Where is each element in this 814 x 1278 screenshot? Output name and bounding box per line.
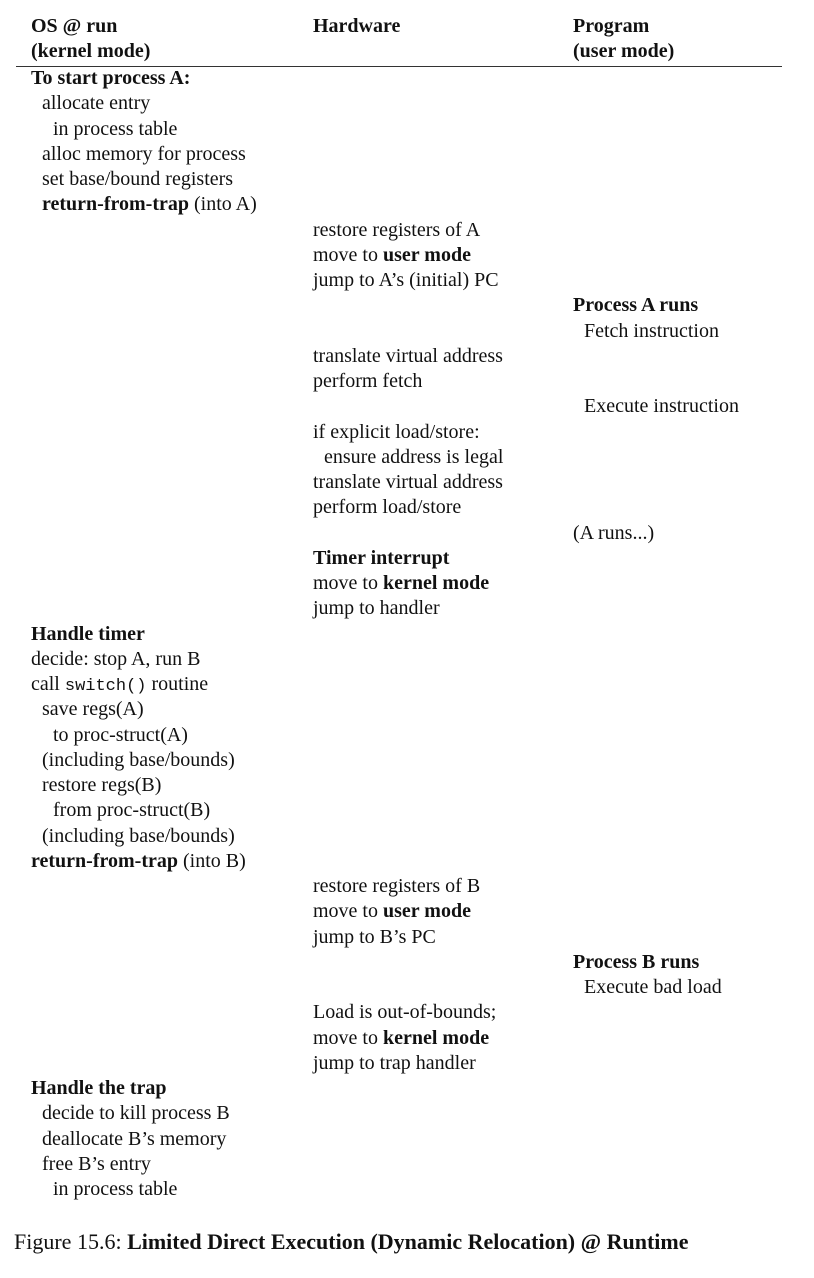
hw-line [313,1026,489,1051]
text: (including base/bounds) [42,824,235,847]
hw-line [313,596,440,621]
hw-line [313,899,471,924]
text: routine [146,673,209,695]
bold-text: Timer interrupt [313,546,450,569]
text: translate virtual address [313,471,503,493]
text: move to [313,1026,383,1049]
figure-caption-label: Figure 15.6: [14,1229,128,1254]
os-line [31,647,200,672]
text: to proc-struct(A) [53,723,188,746]
text: alloc memory for process [42,142,246,165]
text: jump to handler [313,597,440,620]
text: in process table [53,1178,178,1200]
text: move to [313,900,383,923]
hw-line [313,546,449,571]
hw-line [313,369,422,394]
text: Fetch instruction [584,319,719,342]
text: Execute instruction [584,395,739,418]
os-line [42,167,233,192]
text: move to [313,572,383,594]
pg-line [584,975,722,1000]
hw-line [324,445,503,470]
text: Load is out-of-bounds; [313,1001,497,1024]
text: jump to B’s PC [313,925,436,948]
hw-line [313,420,480,445]
bold-text: user mode [383,900,471,923]
column-header-os [31,14,150,64]
os-line [31,849,246,874]
figure-caption-title: Limited Direct Execution (Dynamic Relocation) @ Runtime [127,1229,689,1254]
hw-line [313,1051,476,1076]
text: ensure address is legal [324,445,504,468]
text: Execute bad load [584,976,722,998]
column-header-hardware [313,14,400,39]
os-line [42,192,257,217]
text: free B’s entry [42,1152,151,1175]
column-header-program-line2: (user mode) [573,40,675,62]
column-header-os-line2: (kernel mode) [31,40,151,62]
column-header-os-line1: OS @ run [31,15,118,37]
os-line [31,622,145,647]
os-line [42,1127,226,1152]
hw-line [313,268,499,293]
hw-line [313,344,503,369]
text: allocate entry [42,92,151,115]
text: call [31,673,65,695]
text: perform fetch [313,370,423,392]
bold-text: Handle timer [31,622,145,645]
pg-line [584,394,739,419]
os-line [53,723,188,748]
os-line [42,773,161,798]
text: restore registers of A [313,218,481,241]
text: perform load/store [313,496,462,519]
text: restore registers of B [313,875,481,897]
bold-text: return-from-trap [42,193,189,216]
text: deallocate B’s memory [42,1127,227,1150]
text: (including base/bounds) [42,748,235,771]
os-line [31,672,208,699]
text: decide: stop A, run B [31,647,201,670]
hw-line [313,218,480,243]
os-line [53,117,177,142]
bold-text: user mode [383,243,471,266]
os-line [42,748,235,773]
os-line [42,91,150,116]
figure-caption [14,1228,688,1256]
text: (into B) [178,849,246,872]
column-header-program [573,14,674,64]
bold-text: Process B runs [573,950,700,973]
hw-line [313,470,503,495]
column-header-hardware-line1: Hardware [313,15,401,37]
column-header-program-line1: Program [573,15,650,37]
bold-text: kernel mode [383,1026,490,1049]
text: move to [313,243,383,266]
bold-text: kernel mode [383,572,490,594]
os-line [53,798,210,823]
pg-line [573,293,698,318]
hw-line [313,1000,496,1025]
text: jump to trap handler [313,1051,476,1074]
os-line [31,1076,167,1101]
bold-text: return-from-trap [31,849,178,872]
text: jump to A’s (initial) PC [313,269,499,291]
bold-text: Process A runs [573,294,699,317]
text: save regs(A) [42,698,144,721]
text: in process table [53,117,178,140]
pg-line [584,319,719,344]
os-line [53,1177,177,1202]
text: (into A) [189,193,257,216]
hw-line [313,571,489,596]
bold-text: Handle the trap [31,1077,167,1099]
os-line [42,142,246,167]
bold-text: To start process A: [31,67,191,89]
text: restore regs(B) [42,774,162,796]
text: (A runs...) [573,521,655,544]
text: translate virtual address [313,344,503,367]
text: if explicit load/store: [313,420,480,443]
os-line [42,824,235,849]
os-line [42,1101,230,1126]
text: from proc-struct(B) [53,799,211,822]
pg-line [573,521,654,546]
hw-line [313,495,461,520]
text: set base/bound registers [42,168,234,190]
pg-line [573,950,699,975]
code-text: switch() [64,677,147,696]
os-line [31,66,190,91]
text: decide to kill process B [42,1102,230,1125]
hw-line [313,243,471,268]
hw-line [313,925,436,950]
os-line [42,1152,151,1177]
os-line [42,697,144,722]
hw-line [313,874,480,899]
